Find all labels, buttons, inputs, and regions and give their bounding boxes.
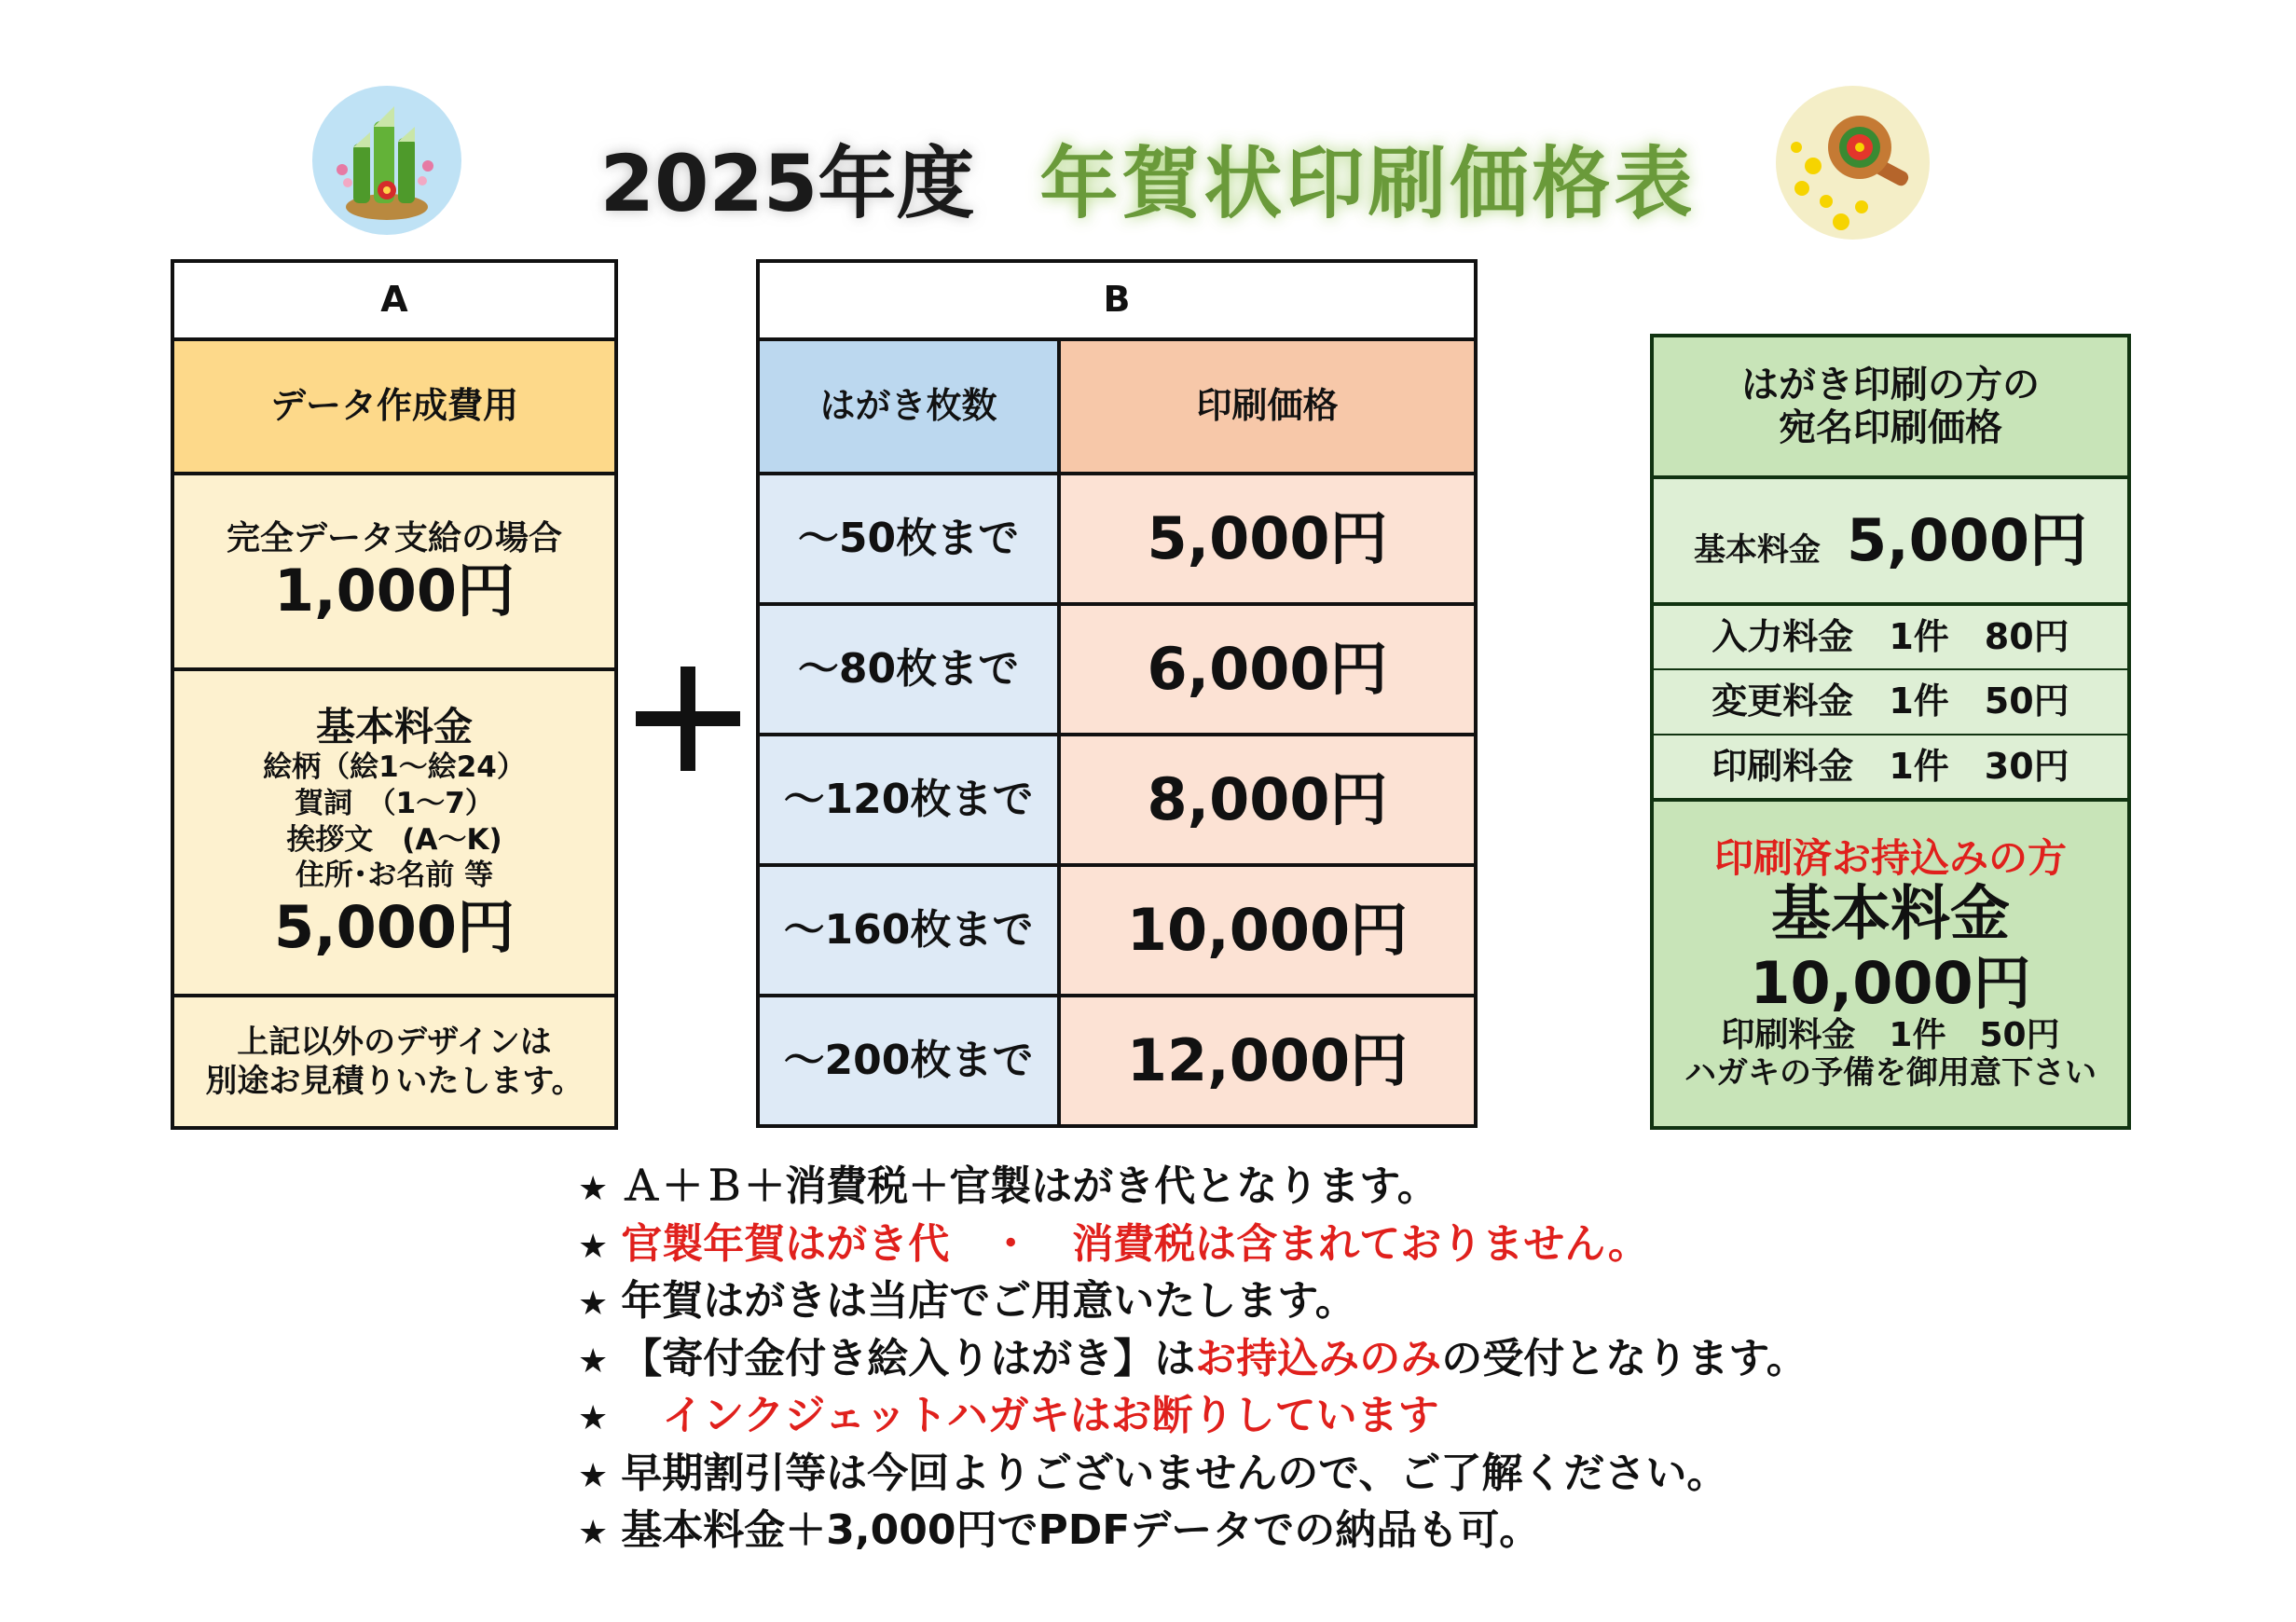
basic-fee-line: 絵柄（絵1～絵24）: [263, 750, 526, 784]
other-design-line: 別途お見積りいたします。: [205, 1063, 584, 1100]
bring-in-cell: [1652, 800, 2129, 1128]
table-row: [758, 735, 1476, 865]
address-base-fee-label: 基本料金: [1693, 531, 1821, 570]
fee-label: 印刷料金: [1712, 745, 1854, 787]
bring-in-price: 10,000円: [1750, 949, 2031, 1018]
fee-unit: 1件: [1889, 680, 1949, 722]
fee-label: 変更料金: [1712, 680, 1854, 722]
basic-fee-line: 賀詞 （1～7）: [295, 786, 494, 820]
basic-fee-cell: [172, 669, 616, 996]
quantity-cell: ～160枚まで: [758, 865, 1059, 996]
quantity-cell: ～50枚まで: [758, 474, 1059, 604]
complete-data-price: 1,000円: [273, 557, 516, 625]
note-item: [578, 1158, 2275, 1216]
note-text: Ａ＋Ｂ＋消費税＋官製はがき代となります。: [621, 1162, 1438, 1210]
table-row: [1652, 669, 2129, 735]
bring-in-note: ハガキの予備を御用意下さい: [1684, 1053, 2097, 1092]
note-item: [578, 1445, 2275, 1503]
table-row: [758, 474, 1476, 604]
star-icon: ★: [578, 1285, 609, 1323]
title-year: 2025年度: [599, 138, 975, 229]
other-design-cell: [172, 996, 616, 1128]
basic-fee-line: 住所･お名前 等: [295, 859, 494, 893]
fee-price: 50円: [1984, 680, 2069, 722]
table-address-printing: [1650, 334, 2131, 1130]
table-row: [758, 604, 1476, 735]
note-item: [578, 1330, 2275, 1388]
star-icon: ★: [578, 1514, 609, 1552]
plus-sign: [636, 667, 740, 771]
quantity-cell: ～80枚まで: [758, 604, 1059, 735]
table-a-subheader: データ作成費用: [172, 339, 616, 474]
note-text: 官製年賀はがき代 ・ 消費税は含まれておりません。: [621, 1219, 1649, 1268]
bring-in-label: 基本料金: [1771, 880, 2010, 950]
price-cell: 10,000円: [1059, 865, 1476, 996]
note-item: [578, 1272, 2275, 1330]
address-printing-header: [1652, 336, 2129, 477]
note-item: [578, 1502, 2275, 1560]
notes-list: [578, 1158, 2275, 1560]
quantity-cell: ～200枚まで: [758, 996, 1059, 1126]
fee-price: 30円: [1984, 745, 2069, 787]
note-text: お持込みのみ: [1195, 1334, 1442, 1382]
address-header-line: 宛名印刷価格: [1779, 406, 2002, 449]
note-text: の受付となります。: [1441, 1334, 1808, 1382]
price-cell: 12,000円: [1059, 996, 1476, 1126]
note-item: [578, 1387, 2275, 1445]
note-text: インクジェットハガキはお断りしています: [621, 1392, 1439, 1439]
kadomatsu-icon: [312, 86, 461, 235]
complete-data-label: 完全データ支給の場合: [226, 518, 562, 557]
fee-unit: 1件: [1889, 745, 1949, 787]
quantity-cell: ～120枚まで: [758, 735, 1059, 865]
table-row: [758, 996, 1476, 1126]
note-text: 早期割引等は今回よりございませんので、ご了解ください。: [621, 1449, 1728, 1497]
star-icon: ★: [578, 1399, 609, 1437]
address-header-line: はがき印刷の方の: [1741, 364, 2040, 406]
address-base-fee-price: 5,000円: [1846, 506, 2088, 575]
note-text: 年賀はがきは当店でご用意いたします。: [621, 1277, 1356, 1325]
bring-in-title: 印刷済お持込みの方: [1713, 835, 2067, 882]
complete-data-cell: [172, 474, 616, 669]
star-icon: ★: [578, 1170, 609, 1208]
title-main: 年賀状印刷価格表: [1039, 138, 1697, 229]
price-cell: 5,000円: [1059, 474, 1476, 604]
table-b: [756, 259, 1478, 1128]
daruma-icon: [1776, 86, 1930, 240]
table-row: [1652, 604, 2129, 669]
quantity-column-header: はがき枚数: [758, 339, 1059, 474]
fee-label: 入力料金: [1712, 615, 1854, 657]
star-icon: ★: [578, 1227, 609, 1266]
address-base-fee-cell: [1652, 477, 2129, 604]
table-a-header: A: [172, 261, 616, 339]
bring-in-fee: 印刷料金 1件 50円: [1721, 1016, 2060, 1055]
note-item: [578, 1216, 2275, 1273]
table-b-header: B: [758, 261, 1476, 339]
note-text: 基本料金＋3,000円でPDFデータでの納品も可。: [621, 1506, 1541, 1554]
table-a: [171, 259, 618, 1130]
fee-unit: 1件: [1889, 615, 1949, 657]
price-cell: 8,000円: [1059, 735, 1476, 865]
table-row: [1652, 735, 2129, 800]
star-icon: ★: [578, 1341, 609, 1381]
basic-fee-price: 5,000円: [273, 893, 516, 961]
price-cell: 6,000円: [1059, 604, 1476, 735]
basic-fee-line: 挨拶文 (A～K): [286, 822, 502, 857]
fee-price: 80円: [1984, 615, 2069, 657]
table-row: [758, 865, 1476, 996]
star-icon: ★: [578, 1456, 609, 1495]
note-text: 【寄付金付き絵入りはがき】は: [621, 1334, 1196, 1382]
price-column-header: 印刷価格: [1059, 339, 1476, 474]
other-design-line: 上記以外のデザインは: [237, 1023, 552, 1061]
basic-fee-label: 基本料金: [315, 703, 473, 749]
